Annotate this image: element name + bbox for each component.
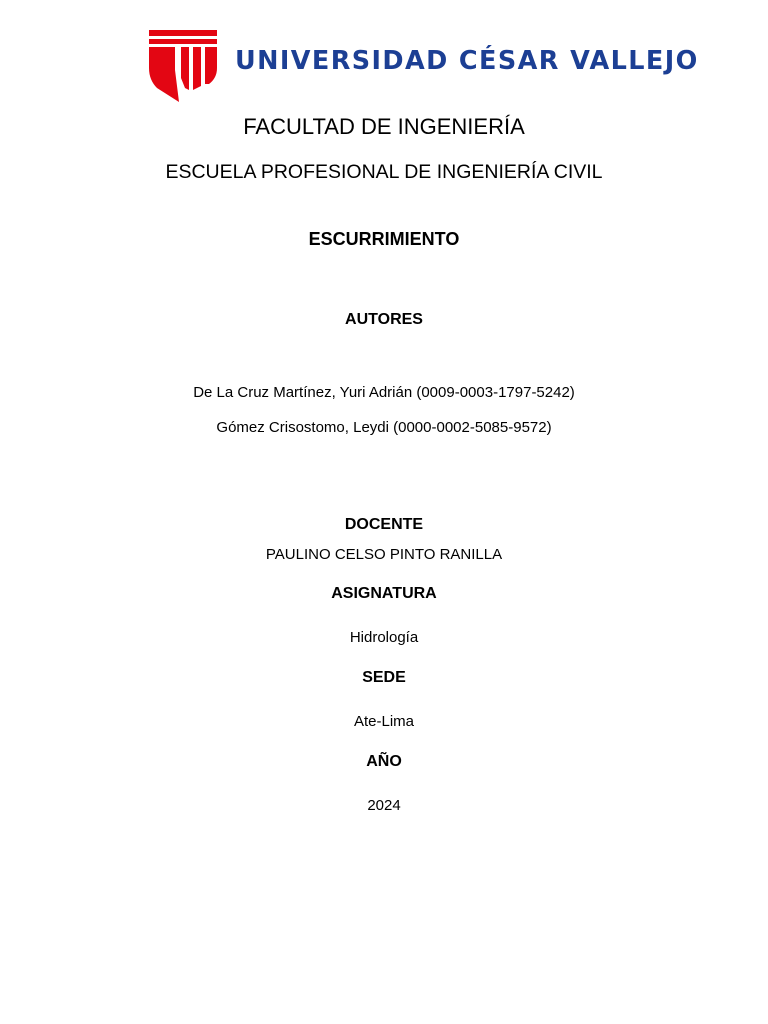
authors-heading: AUTORES: [345, 311, 423, 328]
university-logo: [147, 28, 699, 102]
faculty-name: FACULTAD DE INGENIERÍA: [243, 114, 525, 139]
author-1: De La Cruz Martínez, Yuri Adrián (0009-0003-1797-5242): [193, 384, 575, 401]
course-heading: ASIGNATURA: [331, 585, 437, 602]
campus-name: Ate-Lima: [353, 713, 415, 730]
university-name: UNIVERSIDAD CÉSAR VALLEJO: [235, 46, 699, 76]
campus-heading: SEDE: [362, 669, 406, 686]
author-2: Gómez Crisostomo, Leydi (0000-0002-5085-9572): [216, 419, 552, 436]
course-name: Hidrología: [349, 629, 419, 646]
shield-icon: [147, 28, 219, 102]
year-value: 2024: [367, 797, 401, 814]
year-heading: AÑO: [366, 753, 402, 770]
teacher-name: PAULINO CELSO PINTO RANILLA: [265, 546, 503, 563]
teacher-heading: DOCENTE: [344, 516, 424, 533]
school-name: ESCUELA PROFESIONAL DE INGENIERÍA CIVIL: [165, 161, 603, 183]
document-title: ESCURRIMIENTO: [308, 229, 460, 249]
